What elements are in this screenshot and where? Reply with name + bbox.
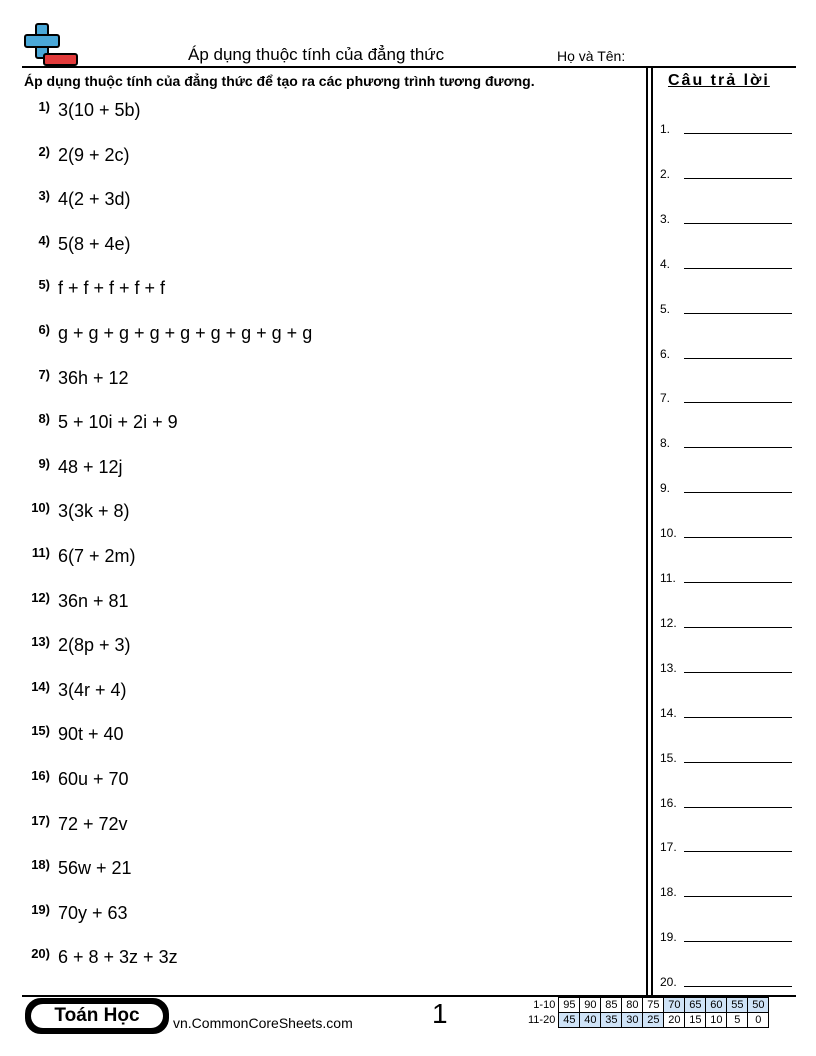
problem-expression: 2(9 + 2c) [58, 144, 130, 165]
answer-item [660, 122, 792, 136]
problem-number: 18) [31, 857, 50, 873]
answer-item [660, 796, 792, 810]
problem-item [24, 769, 129, 790]
problem-item [24, 189, 131, 210]
answer-blank[interactable] [684, 581, 792, 583]
score-key-row [526, 998, 769, 1013]
score-key-cell: 30 [622, 1013, 643, 1028]
problem-number: 15) [31, 723, 50, 739]
problem-number: 3) [38, 188, 50, 204]
problem-item [24, 546, 136, 567]
score-key-row-label: 11-20 [528, 1014, 556, 1026]
problem-item [24, 903, 128, 924]
score-key-cell: 95 [559, 998, 580, 1013]
answer-item [660, 661, 792, 675]
answer-blank[interactable] [684, 626, 792, 628]
answer-blank[interactable] [684, 132, 792, 134]
answer-item [660, 840, 792, 854]
problem-expression: 36h + 12 [58, 367, 129, 388]
problem-item [24, 368, 129, 389]
logo-plus-minus-icon [22, 22, 80, 68]
column-divider-right [651, 67, 653, 995]
problem-item [24, 457, 123, 478]
problem-number: 19) [31, 901, 50, 917]
score-key-cell: 25 [643, 1013, 664, 1028]
problem-expression: 70y + 63 [58, 902, 128, 923]
answer-number: 2. [660, 166, 671, 181]
score-key-cell: 70 [664, 998, 685, 1013]
problem-item [24, 814, 128, 835]
answer-blank[interactable] [684, 267, 792, 269]
answer-blank[interactable] [684, 312, 792, 314]
problem-expression: 5(8 + 4e) [58, 233, 131, 254]
answer-number: 20. [660, 975, 677, 990]
answer-item [660, 616, 792, 630]
answer-number: 3. [660, 211, 671, 226]
answer-blank[interactable] [684, 401, 792, 403]
answer-blank[interactable] [684, 940, 792, 942]
answer-number: 9. [660, 481, 671, 496]
answer-number: 10. [660, 526, 677, 541]
score-key-row [526, 1013, 769, 1028]
answer-number: 4. [660, 256, 671, 271]
problem-item [24, 947, 178, 968]
problem-item [24, 858, 132, 879]
answer-item [660, 706, 792, 720]
answer-blank[interactable] [684, 491, 792, 493]
problem-item [24, 100, 141, 121]
answer-number: 6. [660, 346, 671, 361]
problem-expression: 72 + 72v [58, 813, 128, 834]
answer-number: 19. [660, 930, 677, 945]
name-field-label: Họ và Tên: [557, 48, 626, 64]
problem-number: 4) [38, 232, 50, 248]
score-key-cell: 65 [685, 998, 706, 1013]
score-key-cell: 15 [685, 1013, 706, 1028]
problem-expression: f + f + f + f + f [58, 278, 166, 299]
answer-blank[interactable] [684, 716, 792, 718]
problem-expression: g + g + g + g + g + g + g + g + g [58, 323, 313, 343]
problem-item [24, 412, 178, 433]
answer-blank[interactable] [684, 895, 792, 897]
answer-item [660, 212, 792, 226]
page-number: 1 [432, 998, 448, 1029]
score-key-cell: 10 [706, 1013, 727, 1028]
problem-expression: 56w + 21 [58, 858, 132, 879]
problem-number: 12) [31, 589, 50, 605]
problem-expression: 48 + 12j [58, 456, 123, 477]
problem-expression: 5 + 10i + 2i + 9 [58, 412, 178, 433]
answer-item [660, 975, 792, 989]
answer-blank[interactable] [684, 806, 792, 808]
answer-blank[interactable] [684, 222, 792, 224]
problem-item [24, 145, 130, 166]
answer-number: 18. [660, 885, 677, 900]
answer-blank[interactable] [684, 850, 792, 852]
answer-item [660, 347, 792, 361]
column-divider-left [646, 67, 648, 995]
problem-number: 14) [31, 678, 50, 694]
score-key-cell: 75 [643, 998, 664, 1013]
answer-blank[interactable] [684, 671, 792, 673]
problem-item [24, 234, 131, 255]
problem-number: 6) [38, 322, 50, 337]
score-key-cell: 45 [559, 1013, 580, 1028]
score-key-cell: 85 [601, 998, 622, 1013]
problem-item [24, 635, 131, 656]
answer-blank[interactable] [684, 761, 792, 763]
score-key-cell: 55 [727, 998, 748, 1013]
brand-badge [25, 998, 169, 1034]
score-key-cell: 90 [580, 998, 601, 1013]
problem-number: 11) [31, 545, 50, 560]
answer-number: 1. [660, 122, 671, 136]
problem-item [24, 501, 130, 522]
problem-expression: 3(3k + 8) [58, 501, 130, 522]
answer-number: 17. [660, 840, 677, 855]
problem-item [24, 591, 129, 612]
answer-item [660, 571, 792, 585]
problem-item [24, 278, 165, 299]
page-title: Áp dụng thuộc tính của đẳng thức [188, 45, 445, 64]
problem-number: 8) [38, 411, 50, 427]
answer-item [660, 302, 792, 316]
problem-expression: 6(7 + 2m) [58, 546, 136, 566]
answer-item [660, 526, 792, 540]
problem-expression: 4(2 + 3d) [58, 189, 131, 210]
problem-expression: 6 + 8 + 3z + 3z [58, 947, 178, 968]
answer-item [660, 481, 792, 495]
header-divider [22, 66, 796, 68]
brand-label: Toán Học [31, 1004, 163, 1028]
answer-item [660, 930, 792, 944]
score-key-table [526, 997, 769, 1028]
answer-blank[interactable] [684, 177, 792, 179]
answer-number: 11. [660, 571, 676, 585]
problem-number: 16) [31, 768, 50, 783]
answer-number: 7. [660, 391, 671, 406]
answer-key-title: Câu trả lời [668, 72, 770, 89]
problem-number: 7) [38, 366, 50, 382]
answer-number: 5. [660, 301, 671, 316]
answer-item [660, 436, 792, 450]
problem-number: 5) [38, 277, 50, 293]
score-key-cell: 40 [580, 1013, 601, 1028]
score-key-cell: 20 [664, 1013, 685, 1028]
score-key-cell: 5 [727, 1013, 748, 1028]
problem-expression: 3(10 + 5b) [58, 100, 141, 120]
answer-number: 13. [660, 660, 677, 675]
instructions: Áp dụng thuộc tính của đẳng thức để tạo ra các phương trình tương đương. [24, 73, 535, 89]
answer-number: 8. [660, 436, 671, 451]
answer-item [660, 167, 792, 181]
problem-number: 1) [38, 99, 50, 114]
score-key-cell: 80 [622, 998, 643, 1013]
answer-item [660, 391, 792, 405]
score-key-row-label: 1-10 [533, 999, 556, 1011]
problem-item [24, 680, 127, 701]
problem-number: 13) [31, 634, 50, 650]
score-key-cell: 50 [748, 998, 769, 1013]
score-key-cell: 0 [748, 1013, 769, 1028]
answer-item [660, 257, 792, 271]
problem-item [24, 724, 124, 745]
problem-expression: 90t + 40 [58, 724, 124, 745]
problem-number: 9) [38, 455, 50, 471]
problem-number: 20) [31, 946, 50, 962]
answer-item [660, 751, 792, 765]
score-key-cell: 35 [601, 1013, 622, 1028]
answer-number: 16. [660, 795, 677, 810]
answer-blank[interactable] [684, 357, 792, 359]
problem-expression: 60u + 70 [58, 769, 129, 789]
problem-number: 10) [31, 500, 50, 516]
problem-number: 2) [38, 143, 50, 159]
answer-blank[interactable] [684, 985, 792, 987]
answer-blank[interactable] [684, 536, 792, 538]
answer-number: 14. [660, 705, 677, 720]
site-url: vn.CommonCoreSheets.com [173, 1015, 353, 1031]
problem-expression: 2(8p + 3) [58, 635, 131, 656]
answer-blank[interactable] [684, 446, 792, 448]
answer-number: 12. [660, 615, 677, 630]
answer-number: 15. [660, 750, 677, 765]
problem-expression: 3(4r + 4) [58, 679, 127, 700]
problem-number: 17) [31, 812, 50, 828]
answer-item [660, 885, 792, 899]
score-key-cell: 60 [706, 998, 727, 1013]
problem-expression: 36n + 81 [58, 590, 129, 611]
problem-item [24, 323, 312, 344]
